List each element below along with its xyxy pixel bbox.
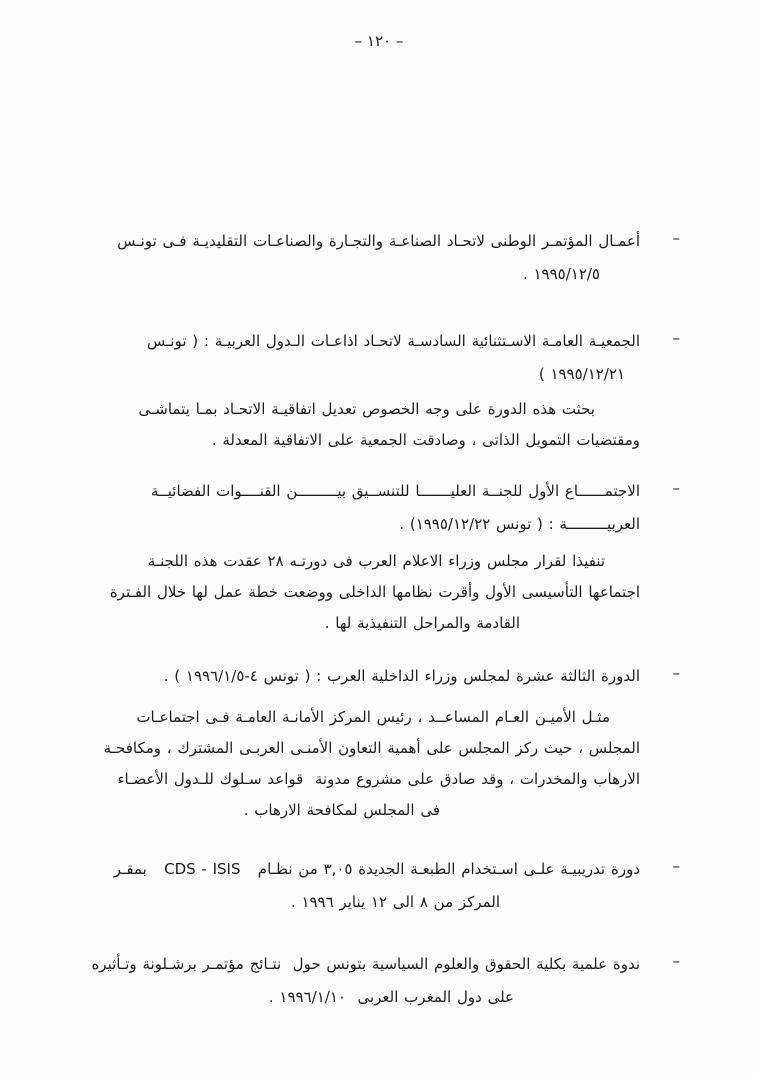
list-item — [70, 226, 680, 290]
text-line: تنفيذا لقرار مجلس وزراء الاعلام العرب فى دورتـه ٢٨ عقدت هذه اللجنـة — [147, 552, 605, 570]
list-item — [70, 949, 680, 1013]
text-line: الجمعيـة العامـة الاسـتثنائية السادسـة لاتحـاد اذاعـات الـدول العربيـة : ( تونـس — [146, 332, 640, 350]
text-line: الارهاب والمخدرات ، وقد صادق على مشروع مدونة قواعد سـلوك للـدول الأعضـاء — [117, 770, 640, 788]
dash-bullet: – — [672, 479, 680, 497]
text-line: المركز من ٨ الى ١٢ يناير ١٩٩٦ . — [290, 893, 500, 911]
text-line: اجتماعها التأسيسى الأول وأقرت نظامها الداخلى ووضعت خطة عمل لها خلال الفـترة — [109, 583, 640, 601]
text-line: ومقتضيات التمويل الذاتى ، وصادقت الجمعية على الاتفاقية المعدلة . — [211, 431, 640, 449]
text-line: القادمة والمراحل التنفيذية لها . — [324, 614, 520, 632]
dash-bullet: – — [672, 329, 680, 347]
dash-bullet: – — [672, 229, 680, 247]
list-item — [70, 476, 680, 639]
bulleted-list — [70, 226, 680, 1013]
text-line: المجلس ، حيث ركز المجلس على أهمية التعاون الأمنـى العربـى المشترك ، ومكافحـة — [103, 739, 640, 757]
text-line: على دول المغرب العربى ١٩٩٦/١/١٠ . — [268, 988, 514, 1006]
text-line: فى المجلس لمكافحة الارهاب . — [243, 801, 440, 819]
dash-bullet: – — [672, 857, 680, 875]
list-item — [70, 854, 680, 918]
dash-bullet: – — [672, 664, 680, 682]
text-line: بحثت هذه الدورة على وجه الخصوص تعديل اتفاقيـة الاتحـاد بمـا يتماشـى — [138, 400, 595, 418]
text-line: ١٩٩٥/١٢/٥ . — [522, 265, 600, 283]
text-line: مثـل الأميـن العـام المساعــد ، رئيس المركز الأمانـة العامـة فـى اجتماعـات — [136, 708, 610, 726]
list-item — [70, 661, 680, 826]
page-number: – ١٢٠ – — [354, 32, 404, 50]
text-line: الاجتمــــــاع الأول للجنــة العليـــــــا للتنســيق بيـــــــــن القنــــوات الفضائيــة — [150, 482, 640, 500]
text-line: أعمـال المؤتمـر الوطنى لاتحـاد الصناعـة والتجـارة والصناعـات التقليديـة فـى تونـس — [117, 232, 640, 250]
list-item — [70, 326, 680, 456]
dash-bullet: – — [672, 952, 680, 970]
text-line: ١٩٩٥/١٢/٢١ ) — [538, 365, 625, 383]
text-line: ندوة علمية بكلية الحقوق والعلوم السياسية بتونس حول نتـائج مؤتمـر برشـلونة وتـأثيره — [91, 955, 640, 973]
text-line: العربيـــــــــة : ( تونس ١٩٩٥/١٢/٢٢) . — [399, 515, 640, 533]
text-line: دورة تدريبيـة علـى اسـتخدام الطبعـة الجديدة ٣,٠٥ من نظـام CDS - ISIS بمقـر — [113, 860, 640, 878]
text-line: الدورة الثالثة عشرة لمجلس وزراء الداخلية العرب : ( تونس ٤-١٩٩٦/١/٥ ) . — [163, 667, 640, 685]
